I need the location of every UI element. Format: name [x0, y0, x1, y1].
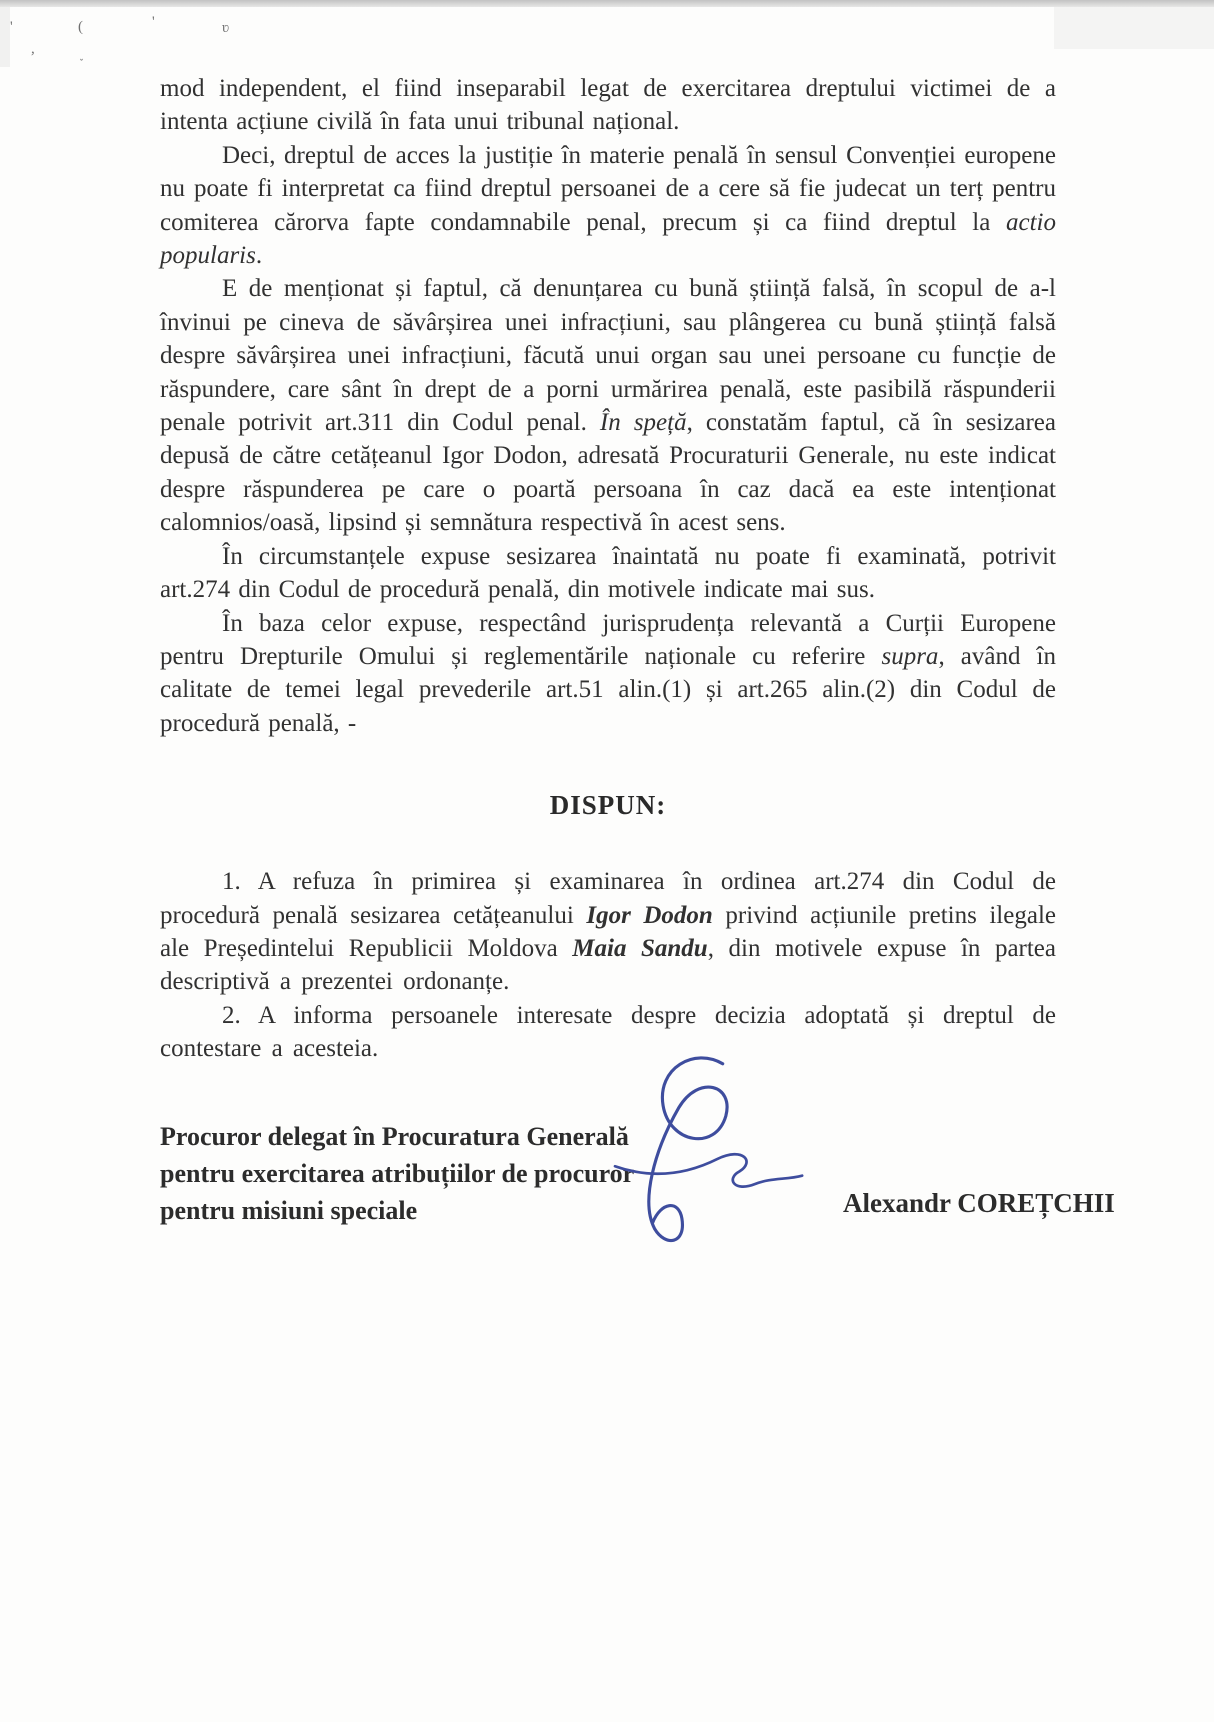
scan-speck: ': [10, 19, 13, 35]
paragraph: [160, 139, 1056, 273]
text-segment: .: [255, 242, 263, 270]
scan-speck: ʋ: [222, 20, 230, 36]
text-segment: 1. A refuza în primirea și examinarea în ordinea art.274 din Codul de procedură penală sesizarea cetățeanului: [160, 868, 1056, 929]
body-paragraphs: [160, 72, 1056, 740]
scan-speck: ˯: [79, 46, 84, 62]
emphasized-text: supra: [881, 642, 939, 670]
order-item: [160, 865, 1056, 999]
paragraph: [160, 607, 1056, 741]
text-segment: mod independent, el fiind inseparabil legat de exercitarea dreptului victimei de a intenta acțiune civilă în fata unui tribunal național.: [160, 75, 1056, 136]
text-segment: 2. A informa persoanele interesate despre decizia adoptată și dreptul de contestare a acesteia.: [160, 1001, 1056, 1063]
text-segment: , constatăm faptul, că în sesizarea depusă de către cetățeanul Igor Dodon, adresată Procuraturii Generale, nu este indicat despre răspunderea pe care o poartă persoana în caz dacă ea este intenționat calomnios/oasă, lipsind și semnătura respectivă în acest sens.: [160, 409, 1056, 537]
handwritten-signature-icon: [592, 1042, 822, 1257]
paragraph: [160, 540, 1056, 607]
emphasized-text: actio popularis: [160, 208, 1056, 270]
text-segment: În circumstanțele expuse sesizarea înaintată nu poate fi examinată, potrivit art.274 din Codul de procedură penală, din motivele indicate mai sus.: [160, 542, 1056, 604]
signer-title-line: pentru misiuni speciale: [160, 1196, 418, 1225]
scan-edge-artifact: [0, 0, 1214, 7]
scan-speck: (: [78, 19, 83, 35]
scan-speck: ': [152, 14, 155, 30]
scan-corner-shade: [0, 7, 10, 67]
text-segment: Deci, dreptul de acces la justiție în materie penală în sensul Convenției europene nu poate fi interpretat ca fiind dreptul persoanei de a cere să fie judecat un terț pentru comiterea cărorva fapte condamnabile penal, precum și ca fiind dreptul la: [160, 141, 1056, 236]
signer-title-line: Procuror delegat în Procuratura Generală: [160, 1122, 629, 1151]
document-body: [160, 72, 1056, 1066]
emphasized-text: Maia Sandu: [572, 934, 708, 962]
text-segment: În baza celor expuse, respectând jurisprudența relevantă a Curții Europene pentru Drepturile Omului și reglementările naționale cu referire: [160, 609, 1056, 670]
signer-name: Alexandr COREȚCHII: [843, 1188, 1115, 1218]
paragraph: [160, 72, 1056, 139]
text-segment: , din motivele expuse în partea descriptivă a prezentei ordonanțe.: [160, 934, 1057, 996]
order-items: [160, 865, 1056, 1065]
scan-corner-shade: [1054, 7, 1214, 49]
section-heading-dispun: DISPUN:: [549, 790, 667, 821]
scan-speck: ,: [31, 41, 35, 57]
text-segment: , având în calitate de temei legal prevederile art.51 alin.(1) și art.265 alin.(2) din Codul de procedură penală, -: [160, 642, 1056, 737]
paragraph: [160, 272, 1056, 539]
signer-title-line: pentru exercitarea atribuțiilor de procuror: [160, 1159, 635, 1188]
text-segment: privind acțiunile pretins ilegale ale Președintelui Republicii Moldova: [160, 901, 1056, 962]
text-segment: E de menționat și faptul, că denunțarea cu bună știință falsă, în scopul de a-l învinui pe cineva de săvârșirea unei infracțiuni, sau plângerea cu bună știință falsă despre săvârșirea unei infracțiuni, făcută unui organ sau unei persoane cu funcție de răspundere, care sânt în drept de a porni urmărirea penală, este pasibilă răspunderii penale potrivit art.311 din Codul penal.: [160, 275, 1056, 437]
signature-block: [0, 1110, 1214, 1330]
emphasized-text: În speță: [599, 409, 687, 437]
emphasized-text: Igor Dodon: [586, 901, 713, 929]
